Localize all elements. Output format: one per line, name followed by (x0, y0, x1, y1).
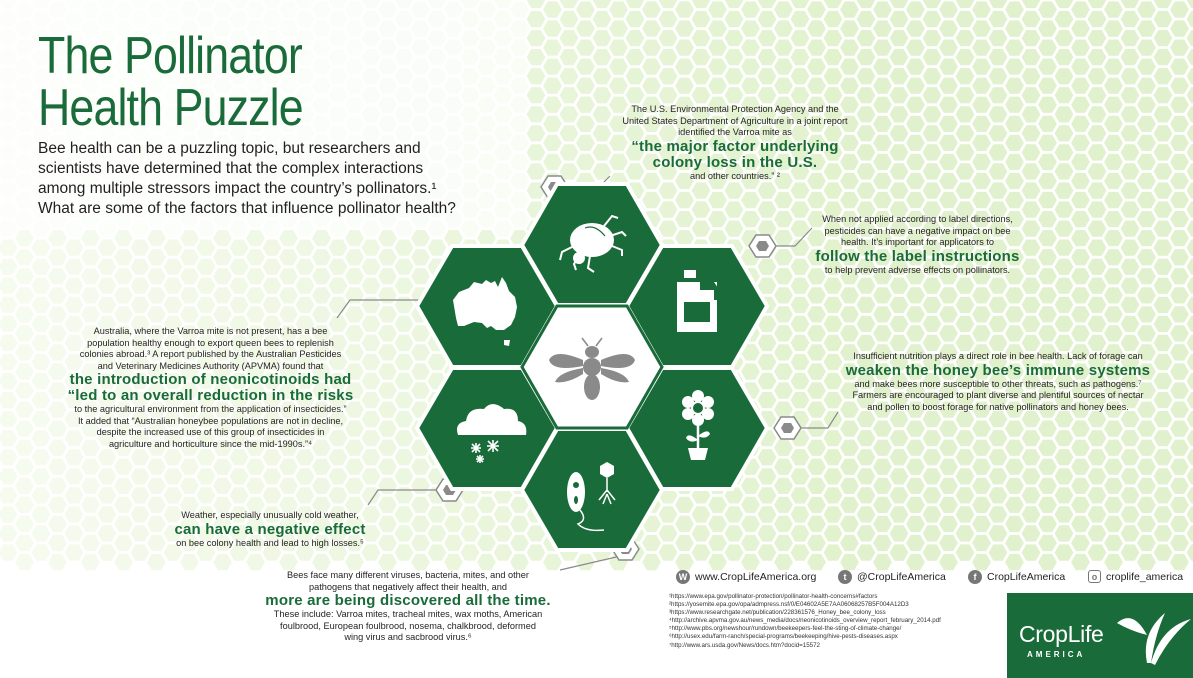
reference-item[interactable]: ³https://www.researchgate.net/publication/228361576_Honey_bee_colony_loss (669, 609, 886, 617)
twitter-icon: t (838, 570, 852, 584)
pathogens-text: wing virus and sacbrood virus.⁶ (344, 632, 472, 642)
facebook-icon: f (968, 570, 982, 584)
nutrition-text: Farmers are encouraged to plant diverse and plentiful sources of nectar (852, 390, 1144, 400)
pesticides-text: to help prevent adverse effects on pollinators. (824, 264, 1011, 275)
website-label: www.CropLifeAmerica.org (695, 571, 817, 583)
varroa-highlight: “the major factor underlying (631, 137, 839, 155)
australia-text: It added that “Australian honeybee populations are not in decline, (77, 415, 344, 426)
australia-text: agriculture and horticulture since the mid-1990s.”⁴ (108, 438, 313, 449)
weather-block (160, 510, 380, 549)
varroa-text: and other countries.” ² (690, 170, 780, 181)
website-link[interactable] (676, 570, 816, 584)
pathogens-block (248, 570, 568, 644)
pathogens-text: Bees face many different viruses, bacteria, mites, and other (287, 570, 529, 580)
nutrition-block (838, 351, 1158, 413)
weather-text: on bee colony health and lead to high losses.⁵ (176, 537, 364, 548)
references-list (669, 593, 999, 650)
pathogens-highlight: more are being discovered all the time. (265, 592, 551, 609)
nutrition-text: and pollen to boost forage for native pollinators and honey bees. (867, 401, 1129, 412)
pathogens-text: pathogens that negatively affect their health, and (308, 581, 507, 592)
pesticides-text: health. It’s important for applicators to (840, 237, 995, 247)
australia-block (38, 326, 383, 450)
pathogens-text: These include: Varroa mites, tracheal mites, wax moths, American (273, 609, 543, 619)
australia-text: despite the increased use of this group of insecticides in (96, 427, 325, 437)
instagram-icon: o (1088, 570, 1101, 583)
title-line-1: The Pollinator (38, 27, 302, 85)
nutrition-highlight: weaken the honey bee’s immune systems (845, 361, 1151, 379)
instagram-link[interactable] (1088, 570, 1183, 583)
varroa-block (605, 104, 865, 182)
twitter-label: @CropLifeAmerica (857, 571, 946, 583)
reference-item[interactable]: ⁶http://usex.edu/farm-ranch/special-programs/beekeeping/hive-pests-diseases.aspx (669, 633, 898, 641)
facebook-link[interactable] (968, 570, 1065, 584)
page-title (38, 27, 303, 137)
intro-line: What are some of the factors that influence pollinator health? (38, 200, 456, 217)
australia-text: population healthy enough to export queen bees to replenish (87, 337, 334, 348)
intro-text (38, 139, 508, 219)
facebook-label: CropLifeAmerica (987, 571, 1066, 583)
intro-line: Bee health can be a puzzling topic, but researchers and (38, 140, 421, 157)
title-line-2: Health Puzzle (38, 79, 303, 137)
instagram-label: croplife_america (1106, 570, 1184, 583)
australia-text: to the agricultural environment from the application of insecticides.” (74, 404, 347, 414)
pesticides-text: When not applied according to label directions, (822, 214, 1013, 224)
varroa-highlight: colony loss in the U.S. (652, 153, 818, 171)
australia-text: and Veterinary Medicines Authority (APVMA) found that (97, 360, 324, 371)
reference-item[interactable]: ⁵http://www.pbs.org/newshour/rundown/beekeepers-feel-the-sting-of-climate-change/ (669, 625, 902, 633)
reference-item[interactable]: ⁷http://www.ars.usda.gov/News/docs.htm?docid=15572 (669, 641, 820, 649)
australia-highlight: the introduction of neonicotinoids had (69, 371, 352, 388)
weather-highlight: can have a negative effect (174, 520, 366, 538)
varroa-text: identified the Varroa mite as (678, 127, 792, 137)
australia-text: colonies abroad.³ A report published by the Australian Pesticides (79, 349, 342, 359)
pesticides-highlight: follow the label instructions (815, 247, 1020, 265)
intro-line: among multiple stressors impact the country’s pollinators.¹ (38, 180, 437, 197)
reference-item[interactable]: ²https://yosemite.epa.gov/opa/admpress.nsf/0/E04602A5E7AA06068257B5F004A12D3 (669, 601, 909, 609)
weather-text: Weather, especially unusually cold weather, (181, 510, 359, 520)
varroa-text: United States Department of Agriculture in a joint report (622, 115, 848, 126)
reference-item[interactable]: ¹https://www.epa.gov/pollinator-protection/pollinator-health-concerns#factors (669, 593, 878, 600)
australia-text: Australia, where the Varroa mite is not present, has a bee (93, 326, 328, 336)
reference-item[interactable]: ⁴http://archive.apvma.gov.au/news_media/docs/neonicotinoids_overview_report_february_2014.pdf (669, 617, 941, 625)
intro-line: scientists have determined that the complex interactions (38, 160, 424, 177)
twitter-link[interactable] (838, 570, 946, 584)
nutrition-text: Insufficient nutrition plays a direct role in bee health. Lack of forage can (853, 351, 1143, 361)
pathogens-text: foulbrood, European foulbrood, nosema, chalkbrood, deformed (280, 620, 536, 631)
varroa-text: The U.S. Environmental Protection Agency and the (631, 104, 839, 114)
logo-name: CropLife (1019, 621, 1104, 647)
wordpress-icon: W (676, 570, 690, 584)
pesticides-block (800, 214, 1035, 276)
logo-subtitle: AMERICA (1027, 650, 1086, 659)
australia-highlight: “led to an overall reduction in the risks (67, 387, 354, 404)
nutrition-text: and make bees more susceptible to other threats, such as pathogens.⁷ (854, 378, 1142, 389)
pesticides-text: pesticides can have a negative impact on bee (824, 225, 1011, 236)
